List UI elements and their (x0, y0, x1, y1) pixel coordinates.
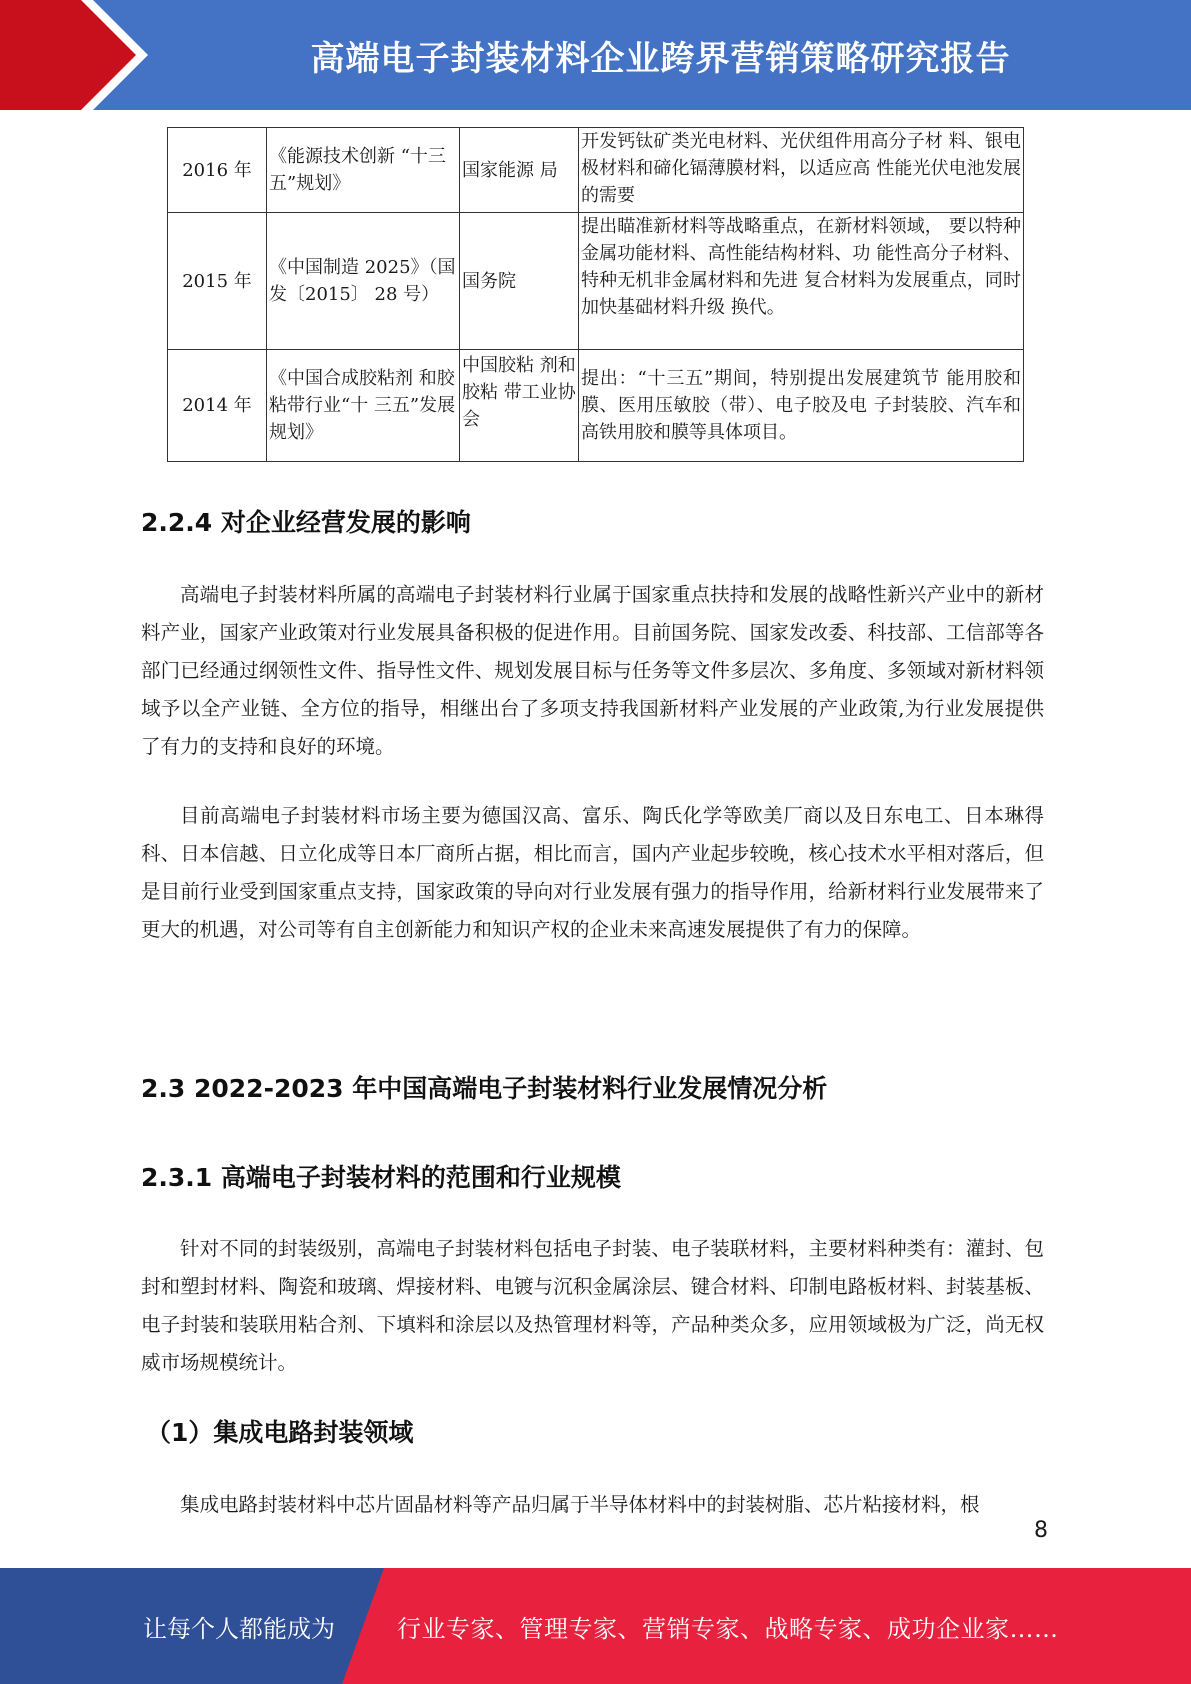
paragraph: 高端电子封装材料所属的高端电子封装材料行业属于国家重点扶持和发展的战略性新兴产业中的新材料产业，国家产业政策对行业发展具备积极的促进作用。目前国务院、国家发改委、科技部、工信部等各部门已经通过纲领性文件、指导性文件、规划发展目标与任务等文件多层次、多角度、多领域对新材料领域予以全产业链、全方位的指导，相继出台了多项支持我国新材料产业发展的产业政策,为行业发展提供了有力的支持和良好的环境。 (141, 583, 1044, 758)
section-heading-2-3: 2.3 2022-2023 年中国高端电子封装材料行业发展情况分析 (141, 1074, 828, 1103)
cell-document: 《中国合成胶粘剂 和胶粘带行业“十 三五”发展规划》 (267, 350, 460, 462)
cell-year: 2014 年 (168, 350, 267, 462)
footer-slogan-left: 让每个人都能成为 (143, 1614, 335, 1643)
paragraph: 集成电路封装材料中芯片固晶材料等产品归属于半导体材料中的封装树脂、芯片粘接材料，根 (180, 1493, 980, 1516)
table-row (168, 350, 1024, 462)
cell-document: 《能源技术创新 “十三五”规划》 (267, 128, 460, 213)
policy-table (167, 127, 1024, 462)
subsection-heading-1: （1）集成电路封装领域 (146, 1418, 414, 1447)
cell-issuer: 国家能源 局 (460, 128, 579, 213)
cell-year: 2016 年 (168, 128, 267, 213)
paragraph: 目前高端电子封装材料市场主要为德国汉高、富乐、陶氏化学等欧美厂商以及日东电工、日本琳得科、日本信越、日立化成等日本厂商所占据，相比而言，国内产业起步较晚，核心技术水平相对落后，但是目前行业受到国家重点支持，国家政策的导向对行业发展有强力的指导作用，给新材料行业发展带来了更大的机遇，对公司等有自主创新能力和知识产权的企业未来高速发展提供了有力的保障。 (141, 804, 1044, 941)
section-heading-2-2-4: 2.2.4 对企业经营发展的影响 (141, 508, 471, 537)
cell-issuer: 中国胶粘 剂和胶粘 带工业协 会 (460, 350, 579, 462)
cell-content: 提出瞄准新材料等战略重点，在新材料领域， 要以特种金属功能材料、高性能结构材料、功 能性高分子材料、特种无机非金属材料和先进 复合材料为发展重点，同时加快基础材料升级 换代。 (579, 213, 1024, 350)
cell-document: 《中国制造 2025》（国发〔2015〕 28 号） (267, 213, 460, 350)
section-heading-2-3-1: 2.3.1 高端电子封装材料的范围和行业规模 (141, 1163, 621, 1192)
cell-issuer: 国务院 (460, 213, 579, 350)
report-title: 高端电子封装材料企业跨界营销策略研究报告 (310, 38, 1011, 79)
page-number: 8 (1034, 1518, 1048, 1543)
cell-year: 2015 年 (168, 213, 267, 350)
table-row (168, 213, 1024, 350)
table-row (168, 128, 1024, 213)
paragraph: 针对不同的封装级别，高端电子封装材料包括电子封装、电子装联材料，主要材料种类有：灌封、包封和塑封材料、陶瓷和玻璃、焊接材料、电镀与沉积金属涂层、键合材料、印制电路板材料、封装基板、电子封装和装联用粘合剂、下填料和涂层以及热管理材料等，产品种类众多，应用领域极为广泛，尚无权威市场规模统计。 (141, 1237, 1044, 1374)
cell-content: 开发钙钛矿类光电材料、光伏组件用高分子材 料、银电极材料和碲化镉薄膜材料，以适应高 性能光伏电池发展的需要 (579, 128, 1024, 213)
footer-slogan-right: 行业专家、管理专家、营销专家、战略专家、成功企业家…… (397, 1614, 1059, 1643)
cell-content: 提出：“十三五”期间，特别提出发展建筑节 能用胶和膜、医用压敏胶（带）、电子胶及电 子封装胶、汽车和高铁用胶和膜等具体项目。 (579, 350, 1024, 462)
